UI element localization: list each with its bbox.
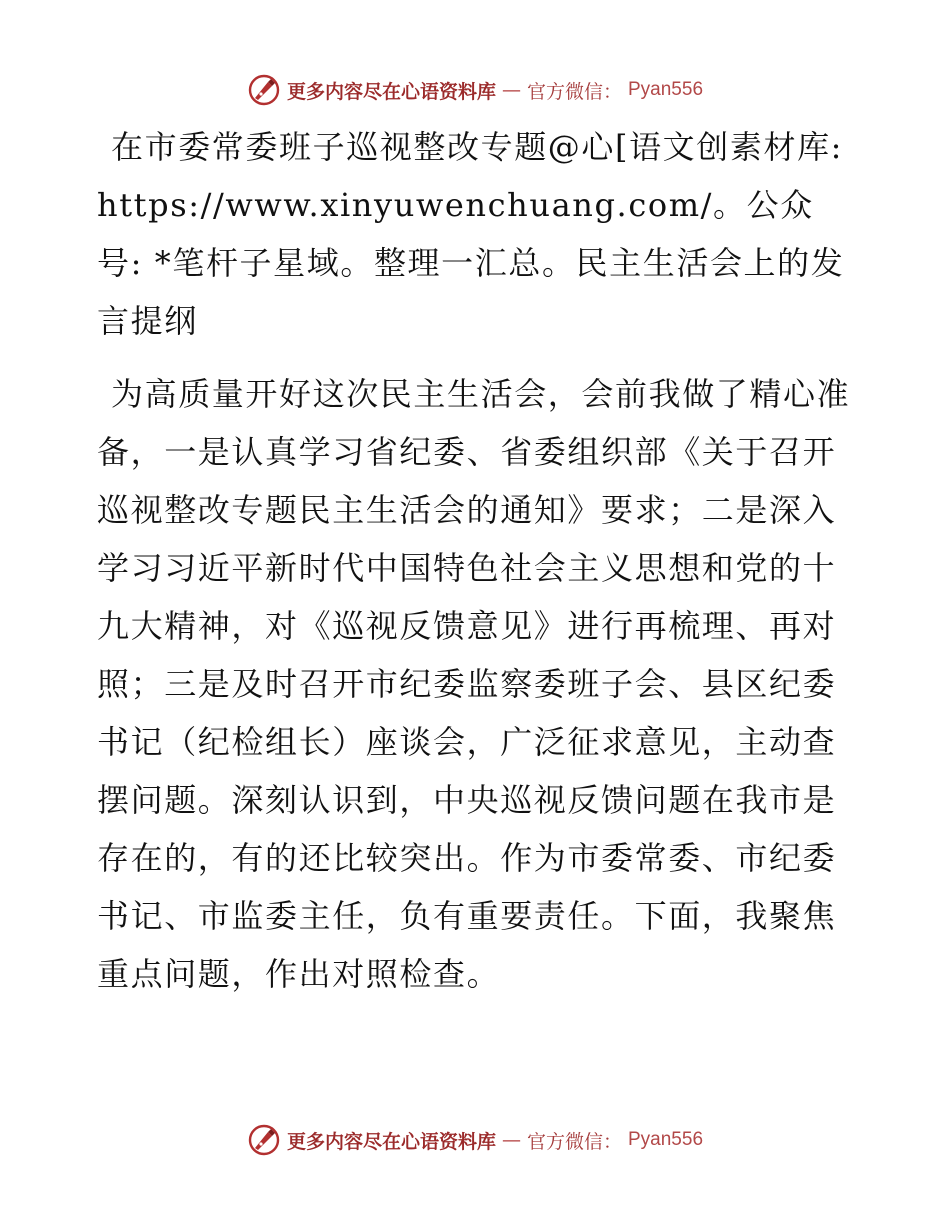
header-slogan: 更多内容尽在心语资料库 xyxy=(286,80,496,103)
document-title-paragraph: 在市委常委班子巡视整改专题@心[语文创素材库: https://www.xinyuwenchuang.com/。公众号: *笔杆子星域。整理一汇总。民主生活会上的发言提纲 xyxy=(97,128,845,340)
document-content xyxy=(97,118,857,1003)
pen-nib-logo-icon xyxy=(247,73,281,107)
footer-wechat-id: Pyan556 xyxy=(628,1129,704,1150)
header-wechat-id: Pyan556 xyxy=(628,79,704,100)
footer-slogan: 更多内容尽在心语资料库 xyxy=(286,1130,496,1153)
header-separator: — xyxy=(501,79,521,101)
footer-banner xyxy=(0,1120,950,1160)
footer-separator: — xyxy=(501,1129,521,1151)
footer-wechat-label: 官方微信： xyxy=(526,1130,622,1153)
header-banner xyxy=(0,70,950,110)
header-wechat-label: 官方微信： xyxy=(526,80,622,103)
document-body-paragraph: 为高质量开好这次民主生活会，会前我做了精心准备，一是认真学习省纪委、省委组织部《关于召开巡视整改专题民主生活会的通知》要求；二是深入学习习近平新时代中国特色社会主义思想和党的十九大精神，对《巡视反馈意见》进行再梳理、再对照；三是及时召开市纪委监察委班子会、县区纪委书记（纪检组长）座谈会，广泛征求意见，主动查摆问题。深刻认识到，中央巡视反馈问题在我市是存在的，有的还比较突出。作为市委常委、市纪委书记、市监委主任，负有重要责任。下面，我聚焦重点问题，作出对照检查。 xyxy=(97,375,851,993)
pen-nib-logo-icon xyxy=(247,1123,281,1157)
